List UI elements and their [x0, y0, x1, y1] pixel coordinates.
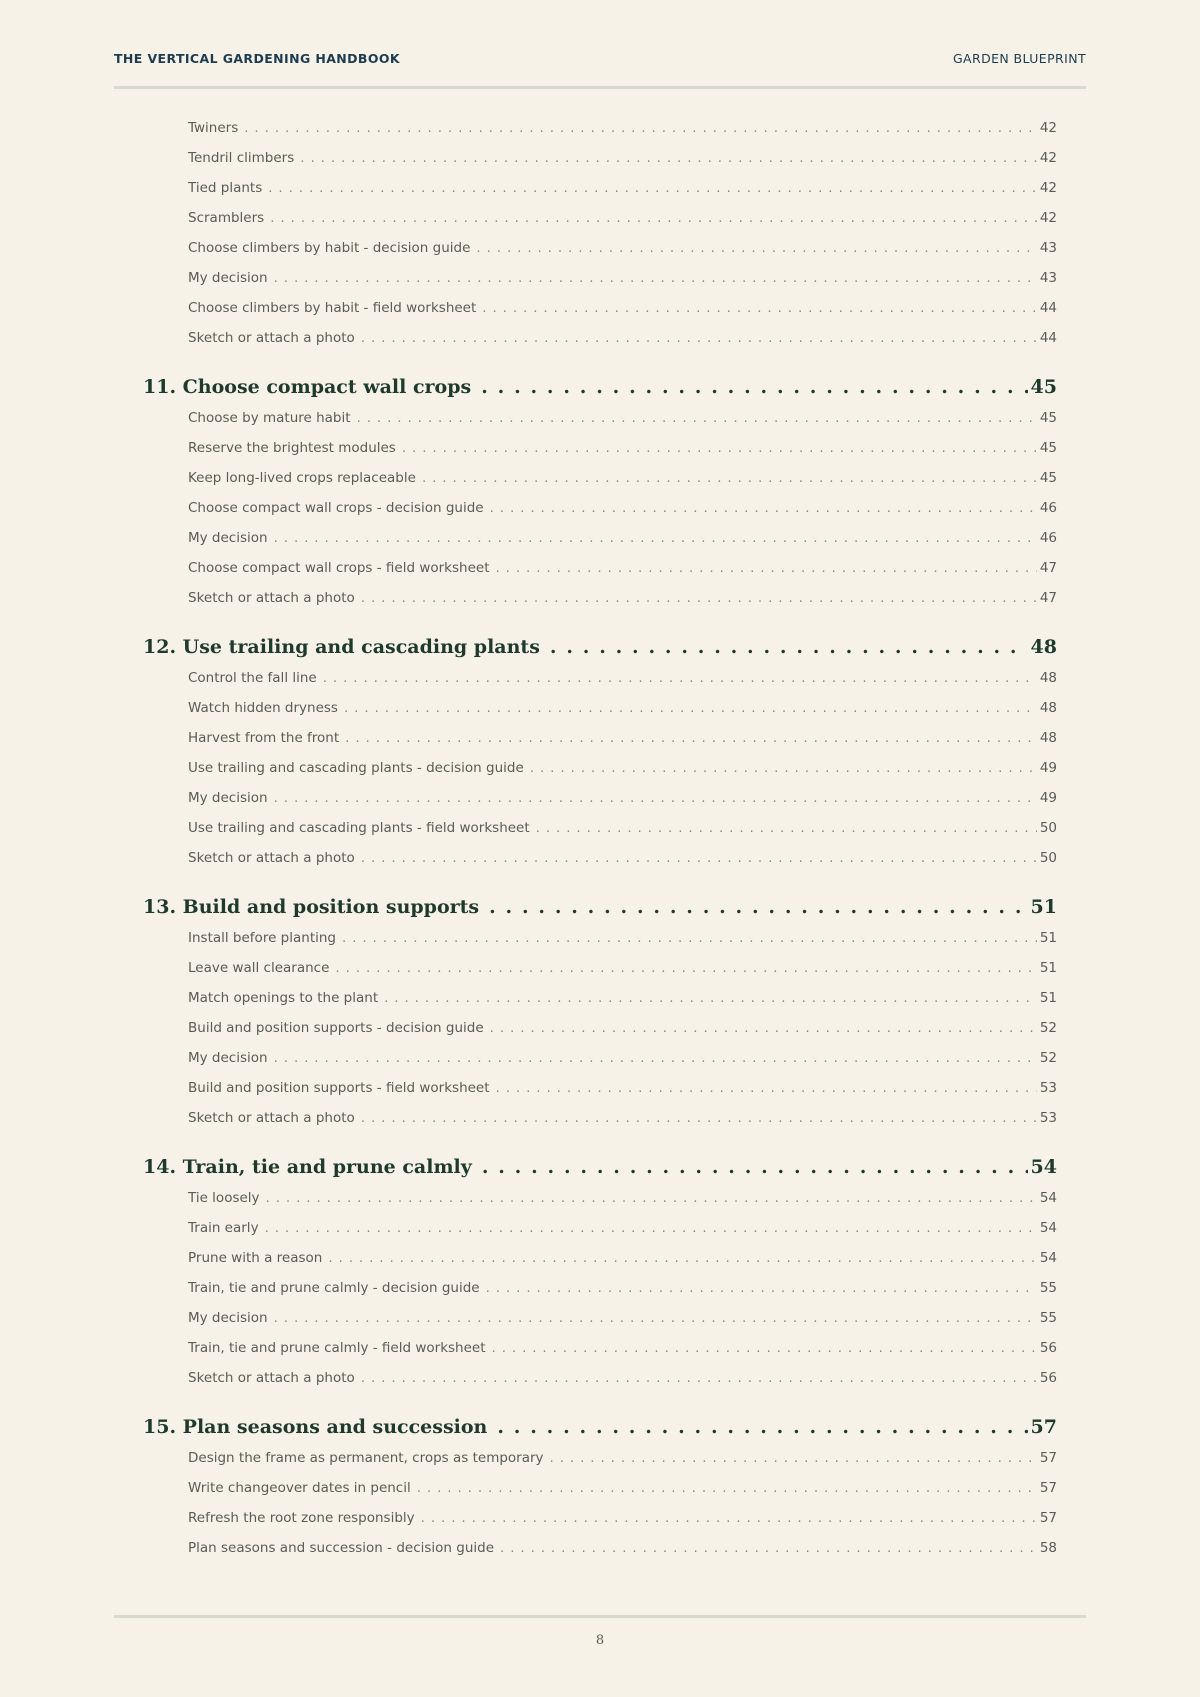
toc-label: Sketch or attach a photo	[188, 590, 355, 606]
toc-entry[interactable]	[188, 820, 1057, 850]
dot-leader	[344, 700, 1037, 716]
toc-label: Train early	[188, 1220, 259, 1236]
toc-entry[interactable]	[188, 850, 1057, 880]
dot-leader	[361, 330, 1037, 346]
dot-leader	[490, 1020, 1037, 1036]
toc-label: Sketch or attach a photo	[188, 330, 355, 346]
toc-chapter[interactable]	[143, 636, 1057, 670]
page-number: 8	[595, 1633, 605, 1648]
toc-label: Use trailing and cascading plants - decision guide	[188, 760, 524, 776]
toc-label: Keep long-lived crops replaceable	[188, 470, 416, 486]
toc-page-number: 42	[1039, 150, 1057, 166]
toc-page-number: 48	[1030, 636, 1057, 658]
toc-page-number: 54	[1039, 1190, 1057, 1206]
toc-entry[interactable]	[188, 790, 1057, 820]
dot-leader	[421, 1510, 1037, 1526]
dot-leader	[328, 1250, 1036, 1266]
toc-page-number: 57	[1039, 1510, 1057, 1526]
dot-leader	[361, 1110, 1037, 1126]
toc-page-number: 57	[1039, 1450, 1057, 1466]
toc-label: Control the fall line	[188, 670, 317, 686]
dot-leader	[274, 530, 1037, 546]
toc-page-number: 49	[1039, 760, 1057, 776]
toc-page-number: 48	[1039, 730, 1057, 746]
toc-entry[interactable]	[188, 120, 1057, 150]
dot-leader	[361, 850, 1037, 866]
toc-entry[interactable]	[188, 1370, 1057, 1400]
toc-entry[interactable]	[188, 1110, 1057, 1140]
toc-page-number: 54	[1039, 1250, 1057, 1266]
toc-page-number: 44	[1039, 330, 1057, 346]
toc-label: Choose compact wall crops - decision guide	[188, 500, 484, 516]
toc-page-number: 51	[1030, 896, 1057, 918]
dot-leader	[550, 636, 1028, 658]
toc-chapter[interactable]	[143, 376, 1057, 410]
toc-label: Watch hidden dryness	[188, 700, 338, 716]
dot-leader	[481, 376, 1027, 398]
toc-label: Design the frame as permanent, crops as temporary	[188, 1450, 544, 1466]
dot-leader	[268, 180, 1037, 196]
toc-entry[interactable]	[188, 1050, 1057, 1080]
toc-page-number: 44	[1039, 300, 1057, 316]
toc-entry[interactable]	[188, 1020, 1057, 1050]
dot-leader	[274, 1310, 1037, 1326]
toc-page-number: 47	[1039, 560, 1057, 576]
toc-label: Sketch or attach a photo	[188, 1110, 355, 1126]
toc-page-number: 51	[1039, 990, 1057, 1006]
dot-leader	[486, 1280, 1037, 1296]
toc-page-number: 57	[1030, 1416, 1057, 1438]
toc-label: My decision	[188, 530, 268, 546]
toc-entry[interactable]	[188, 930, 1057, 960]
toc-label: Write changeover dates in pencil	[188, 1480, 411, 1496]
toc-label: Reserve the brightest modules	[188, 440, 396, 456]
toc-entry[interactable]	[188, 410, 1057, 440]
toc-entry[interactable]	[188, 1280, 1057, 1310]
toc-label: Twiners	[188, 120, 239, 136]
toc-entry[interactable]	[188, 590, 1057, 620]
toc-page-number: 50	[1039, 820, 1057, 836]
dot-leader	[422, 470, 1037, 486]
toc-page-number: 43	[1039, 270, 1057, 286]
dot-leader	[497, 1416, 1027, 1438]
footer-rule	[114, 1615, 1086, 1618]
toc-label: Choose by mature habit	[188, 410, 351, 426]
dot-leader	[300, 150, 1037, 166]
toc-entry[interactable]	[188, 1340, 1057, 1370]
toc-page-number: 46	[1039, 500, 1057, 516]
toc-entry[interactable]	[188, 730, 1057, 760]
toc-label: My decision	[188, 1050, 268, 1066]
dot-leader	[530, 760, 1037, 776]
toc-label: Sketch or attach a photo	[188, 850, 355, 866]
dot-leader	[335, 960, 1036, 976]
toc-entry[interactable]	[188, 240, 1057, 270]
toc-page-number: 58	[1039, 1540, 1057, 1556]
toc-entry[interactable]	[188, 1480, 1057, 1510]
toc-page-number: 54	[1039, 1220, 1057, 1236]
toc-label: Tendril climbers	[188, 150, 295, 166]
running-header	[114, 48, 1086, 89]
dot-leader	[500, 1540, 1037, 1556]
dot-leader	[357, 410, 1037, 426]
dot-leader	[402, 440, 1037, 456]
dot-leader	[342, 930, 1037, 946]
toc-entry[interactable]	[188, 1250, 1057, 1280]
dot-leader	[476, 240, 1036, 256]
toc-entry[interactable]	[188, 470, 1057, 500]
toc-entry[interactable]	[188, 530, 1057, 560]
toc-page-number: 51	[1039, 960, 1057, 976]
toc-label: 11. Choose compact wall crops	[143, 376, 472, 398]
toc-label: Prune with a reason	[188, 1250, 323, 1266]
toc-label: Choose compact wall crops - field worksheet	[188, 560, 490, 576]
toc-entry[interactable]	[188, 300, 1057, 330]
toc-page-number: 52	[1039, 1020, 1057, 1036]
toc-chapter[interactable]	[143, 896, 1057, 930]
dot-leader	[270, 210, 1037, 226]
toc-label: Scramblers	[188, 210, 265, 226]
table-of-contents	[0, 120, 1200, 1570]
dot-leader	[244, 120, 1037, 136]
dot-leader	[384, 990, 1037, 1006]
toc-label: Tie loosely	[188, 1190, 260, 1206]
toc-entry[interactable]	[188, 210, 1057, 240]
toc-page-number: 50	[1039, 850, 1057, 866]
toc-entry[interactable]	[188, 1510, 1057, 1540]
toc-entry[interactable]	[188, 960, 1057, 990]
dot-leader	[323, 670, 1037, 686]
toc-page-number: 46	[1039, 530, 1057, 546]
dot-leader	[492, 1340, 1037, 1356]
toc-label: Install before planting	[188, 930, 336, 946]
toc-page-number: 45	[1030, 376, 1057, 398]
toc-page-number: 49	[1039, 790, 1057, 806]
toc-page-number: 48	[1039, 700, 1057, 716]
toc-page-number: 57	[1039, 1480, 1057, 1496]
toc-entry[interactable]	[188, 700, 1057, 730]
toc-entry[interactable]	[188, 1540, 1057, 1570]
toc-label: Refresh the root zone responsibly	[188, 1510, 415, 1526]
toc-page-number: 43	[1039, 240, 1057, 256]
toc-page-number: 45	[1039, 410, 1057, 426]
toc-label: Build and position supports - field worksheet	[188, 1080, 490, 1096]
toc-label: Plan seasons and succession - decision guide	[188, 1540, 495, 1556]
toc-page-number: 45	[1039, 440, 1057, 456]
toc-page-number: 55	[1039, 1310, 1057, 1326]
toc-label: Choose climbers by habit - field worksheet	[188, 300, 477, 316]
toc-label: Sketch or attach a photo	[188, 1370, 355, 1386]
toc-page-number: 53	[1039, 1080, 1057, 1096]
toc-label: Train, tie and prune calmly - decision guide	[188, 1280, 480, 1296]
toc-entry[interactable]	[188, 1310, 1057, 1340]
toc-entry[interactable]	[188, 1450, 1057, 1480]
toc-entry[interactable]	[188, 330, 1057, 360]
toc-label: Choose climbers by habit - decision guide	[188, 240, 471, 256]
toc-label: Match openings to the plant	[188, 990, 379, 1006]
toc-label: My decision	[188, 790, 268, 806]
toc-label: My decision	[188, 1310, 268, 1326]
toc-page-number: 56	[1039, 1370, 1057, 1386]
toc-page-number: 42	[1039, 210, 1057, 226]
toc-entry[interactable]	[188, 500, 1057, 530]
book-title: THE VERTICAL GARDENING HANDBOOK	[114, 51, 400, 66]
toc-page-number: 53	[1039, 1110, 1057, 1126]
toc-label: 14. Train, tie and prune calmly	[143, 1156, 472, 1178]
toc-entry[interactable]	[188, 1190, 1057, 1220]
toc-entry[interactable]	[188, 270, 1057, 300]
dot-leader	[536, 820, 1037, 836]
toc-label: Tied plants	[188, 180, 263, 196]
dot-leader	[417, 1480, 1037, 1496]
dot-leader	[496, 1080, 1037, 1096]
dot-leader	[489, 896, 1027, 918]
toc-page-number: 56	[1039, 1340, 1057, 1356]
toc-entry[interactable]	[188, 1080, 1057, 1110]
dot-leader	[265, 1220, 1037, 1236]
dot-leader	[361, 1370, 1037, 1386]
toc-page-number: 45	[1039, 470, 1057, 486]
toc-label: Leave wall clearance	[188, 960, 330, 976]
toc-chapter[interactable]	[143, 1416, 1057, 1450]
dot-leader	[274, 270, 1037, 286]
toc-label: 12. Use trailing and cascading plants	[143, 636, 540, 658]
dot-leader	[274, 1050, 1037, 1066]
toc-label: Harvest from the front	[188, 730, 340, 746]
toc-label: 15. Plan seasons and succession	[143, 1416, 488, 1438]
dot-leader	[345, 730, 1037, 746]
toc-page-number: 42	[1039, 180, 1057, 196]
toc-page-number: 42	[1039, 120, 1057, 136]
toc-entry[interactable]	[188, 150, 1057, 180]
toc-entry[interactable]	[188, 440, 1057, 470]
dot-leader	[550, 1450, 1037, 1466]
toc-label: Build and position supports - decision guide	[188, 1020, 484, 1036]
toc-page-number: 54	[1030, 1156, 1057, 1178]
toc-label: Use trailing and cascading plants - field worksheet	[188, 820, 530, 836]
toc-entry[interactable]	[188, 990, 1057, 1020]
toc-page-number: 51	[1039, 930, 1057, 946]
toc-label: My decision	[188, 270, 268, 286]
toc-entry[interactable]	[188, 1220, 1057, 1250]
toc-entry[interactable]	[188, 180, 1057, 210]
toc-entry[interactable]	[188, 560, 1057, 590]
section-title: GARDEN BLUEPRINT	[952, 51, 1086, 66]
dot-leader	[490, 500, 1037, 516]
dot-leader	[482, 1156, 1028, 1178]
toc-page-number: 55	[1039, 1280, 1057, 1296]
dot-leader	[266, 1190, 1037, 1206]
toc-chapter[interactable]	[143, 1156, 1057, 1190]
toc-label: 13. Build and position supports	[143, 896, 480, 918]
toc-entry[interactable]	[188, 760, 1057, 790]
toc-entry[interactable]	[188, 670, 1057, 700]
toc-page-number: 47	[1039, 590, 1057, 606]
dot-leader	[482, 300, 1037, 316]
dot-leader	[274, 790, 1037, 806]
dot-leader	[496, 560, 1037, 576]
dot-leader	[361, 590, 1037, 606]
toc-page-number: 52	[1039, 1050, 1057, 1066]
toc-label: Train, tie and prune calmly - field worksheet	[188, 1340, 486, 1356]
toc-page-number: 48	[1039, 670, 1057, 686]
